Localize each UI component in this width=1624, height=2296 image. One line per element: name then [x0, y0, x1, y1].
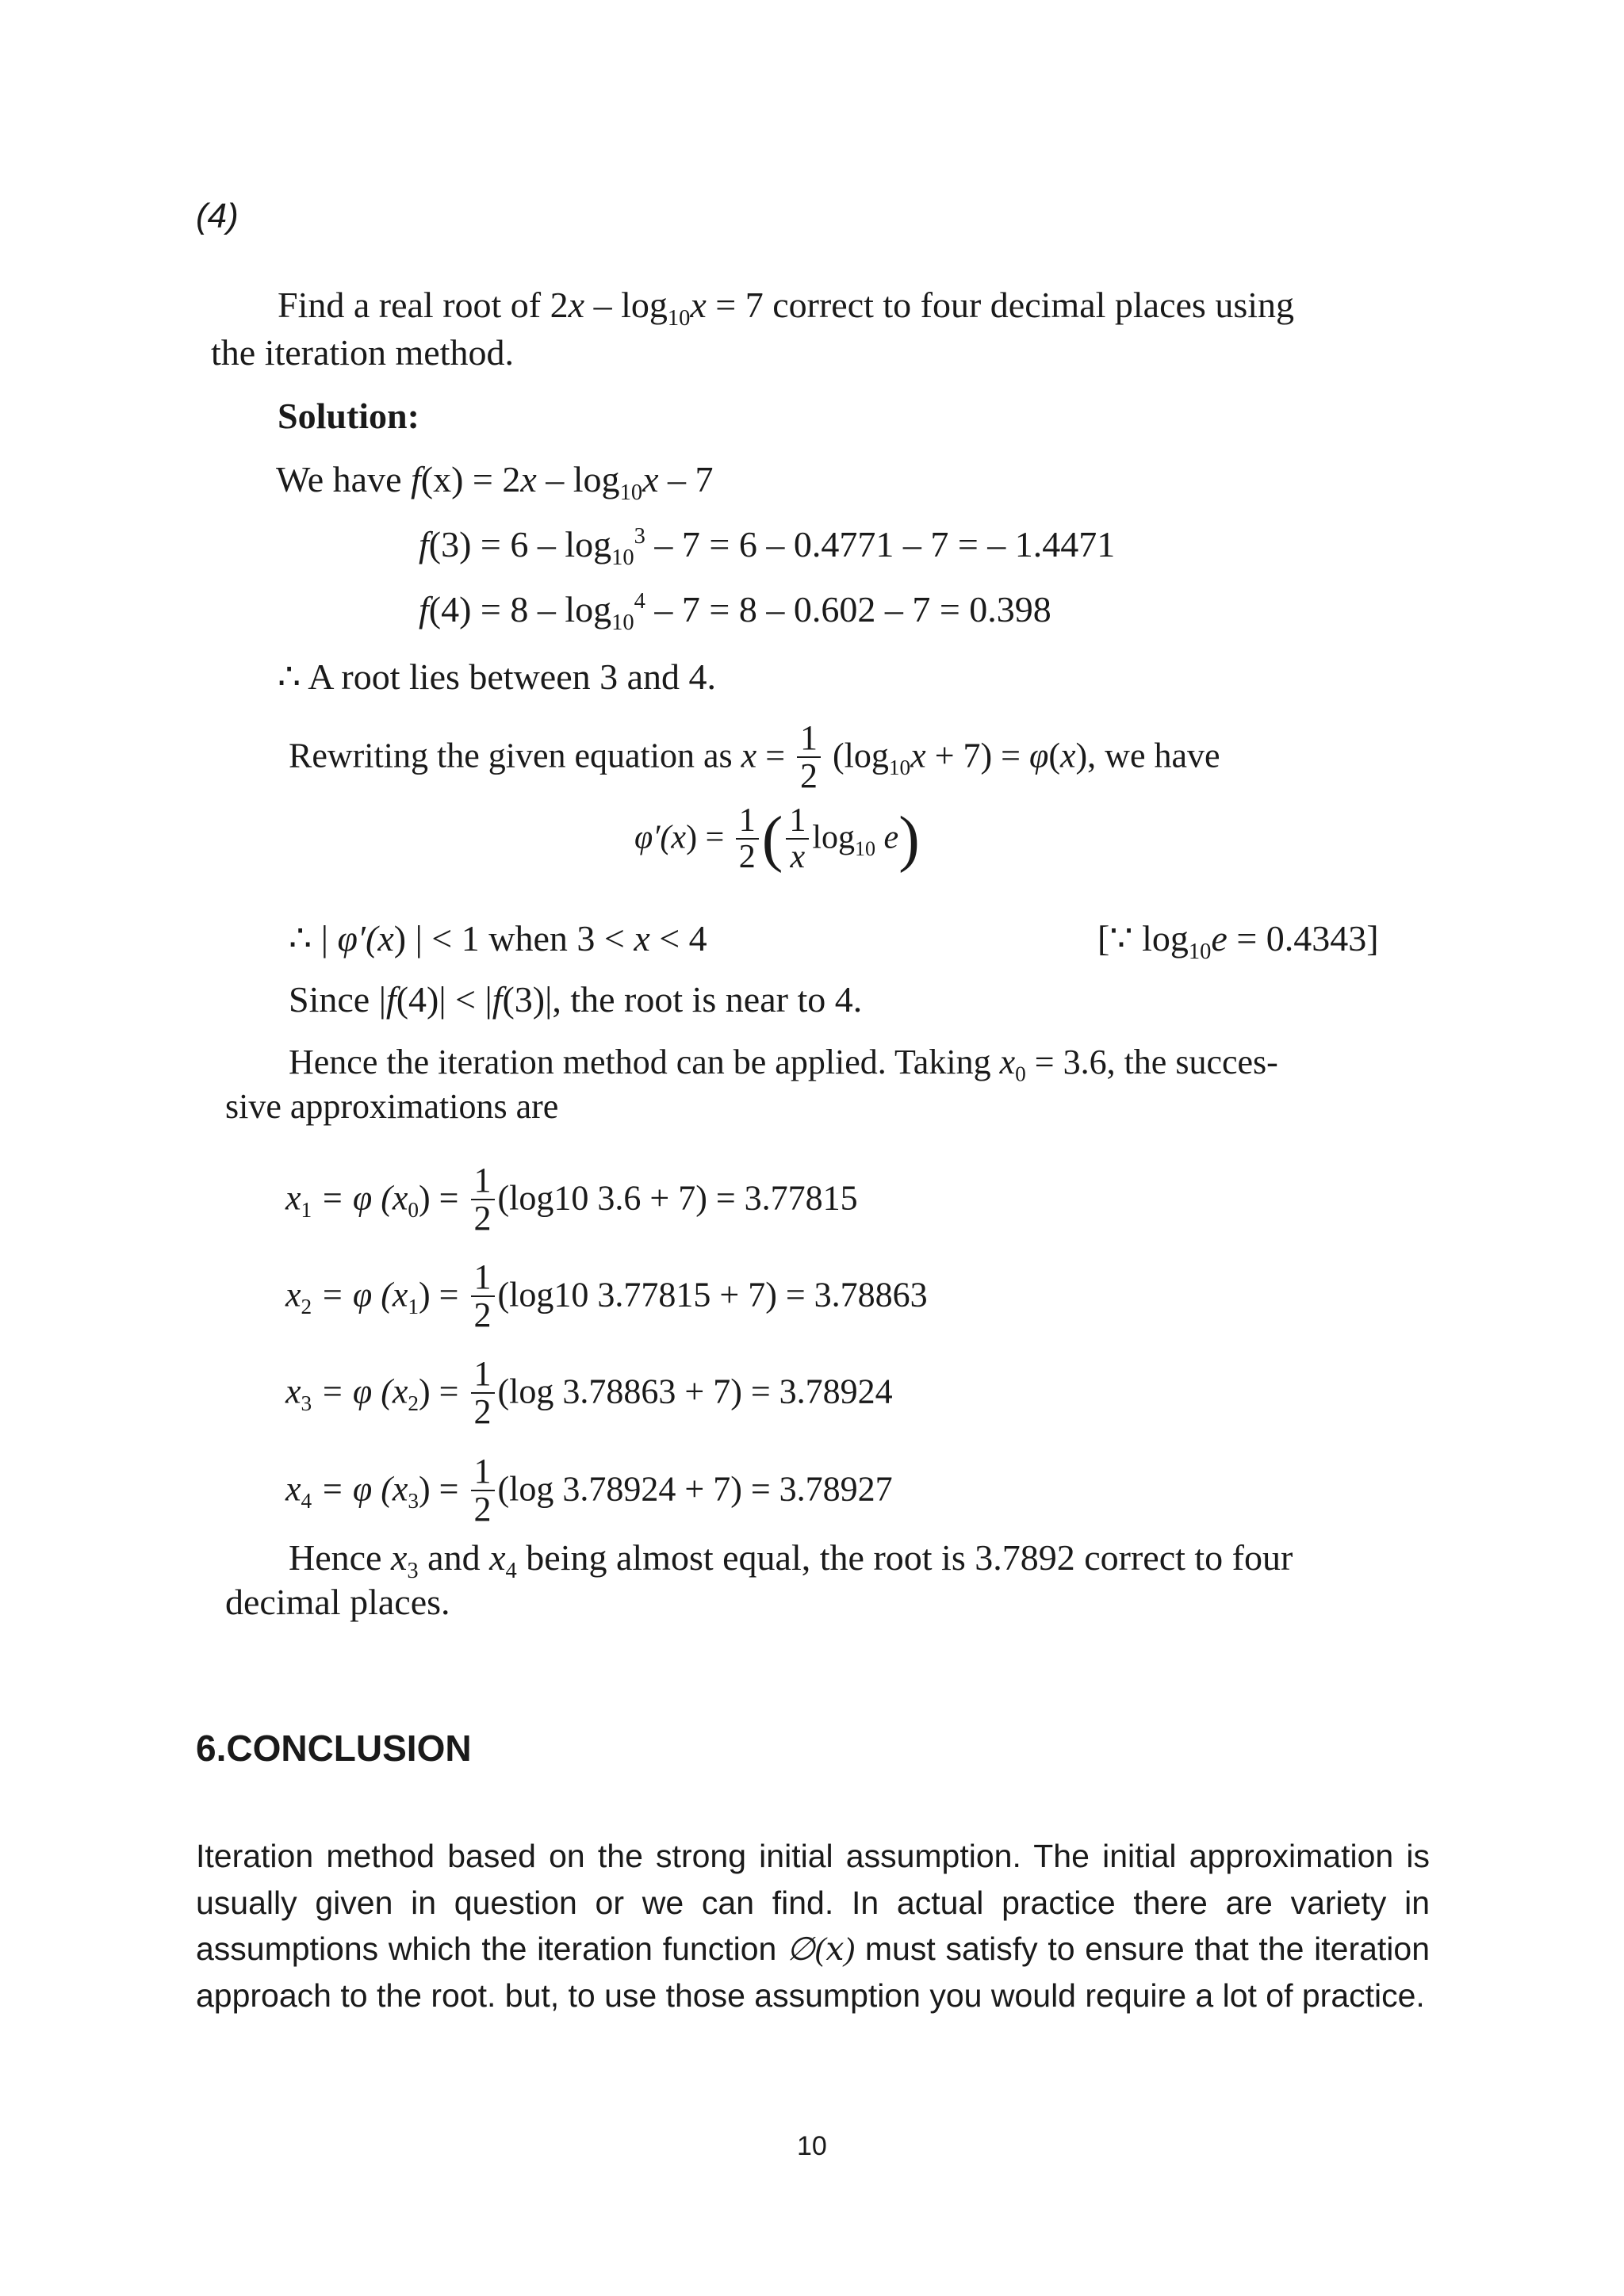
right-paren: )	[898, 804, 920, 874]
sub: 1	[408, 1294, 419, 1318]
sup: 3	[634, 523, 645, 549]
text: (4) = 8 – log	[428, 589, 612, 629]
func-f: f	[492, 979, 503, 1020]
fraction-one-over-x	[786, 803, 809, 874]
denominator: 2	[800, 756, 818, 795]
text: ) =	[419, 1178, 468, 1218]
numerator: 1	[471, 1356, 495, 1394]
problem-text: – log	[584, 285, 668, 325]
func-f: f	[419, 524, 429, 564]
numerator: 1	[471, 1259, 495, 1297]
iteration-row	[285, 1160, 858, 1238]
text: ) =	[419, 1372, 468, 1411]
problem-var: x	[568, 285, 585, 325]
var-x: x	[392, 1178, 408, 1218]
text: = 3.6, the succes-	[1025, 1043, 1278, 1081]
root-between-line: ∴ A root lies between 3 and 4.	[278, 656, 717, 697]
numerator: 1	[471, 1453, 495, 1491]
denominator: 2	[473, 1490, 492, 1529]
func-f: f	[385, 979, 396, 1020]
sub: 0	[408, 1197, 419, 1222]
text: = φ (	[312, 1178, 393, 1218]
text: (4)| < |	[396, 979, 492, 1020]
text: Hence the iteration method can be applied. Taking	[289, 1043, 1000, 1081]
rewriting-line	[289, 718, 1220, 796]
var-x: x	[285, 1469, 301, 1509]
text: (log	[824, 736, 889, 775]
var-x: x	[285, 1372, 301, 1411]
text: ) =	[686, 819, 733, 856]
text: Since |	[289, 979, 386, 1020]
text: ) | < 1 when 3 <	[393, 918, 634, 959]
text: ∴ |	[289, 918, 338, 959]
sub: 1	[301, 1197, 312, 1222]
text: and	[418, 1537, 490, 1578]
denominator: 2	[473, 1392, 492, 1431]
text: ) =	[419, 1469, 468, 1509]
sub: 10	[1188, 939, 1212, 964]
denominator: 2	[473, 1295, 492, 1334]
text: < 4	[649, 918, 707, 959]
var-x: x	[741, 736, 757, 775]
iteration-row	[285, 1451, 893, 1529]
numerator: 1	[736, 803, 759, 840]
fraction-half	[797, 720, 821, 794]
sub: 4	[505, 1558, 517, 1583]
var-x: x	[489, 1537, 506, 1578]
text: – log	[536, 459, 620, 499]
condition-line	[289, 916, 707, 959]
conclusion-heading: 6.CONCLUSION	[196, 1728, 472, 1769]
sub: 10	[611, 545, 634, 570]
final-line-1	[289, 1536, 1293, 1583]
func-f: f	[410, 459, 421, 499]
var-x: x	[392, 1469, 408, 1509]
var-x: x	[285, 1178, 301, 1218]
sub: 10	[888, 755, 911, 779]
var-x: x	[634, 918, 650, 959]
iteration-row	[285, 1353, 893, 1432]
text: + 7) =	[925, 736, 1029, 775]
fraction-half	[736, 803, 759, 874]
iteration-row	[285, 1257, 928, 1335]
sub: 3	[407, 1558, 419, 1583]
var-x: x	[392, 1275, 408, 1314]
text: (3) = 6 – log	[428, 524, 612, 564]
problem-line-1	[278, 284, 1295, 331]
iteration-function-symbol: ∅(𝑥)	[787, 1931, 856, 1967]
text: (3)|, the root is near to 4.	[502, 979, 863, 1020]
hence-iteration-line-1	[289, 1042, 1278, 1086]
text: ) =	[419, 1275, 468, 1314]
sub: 2	[301, 1294, 312, 1318]
sub: 10	[611, 610, 634, 635]
sub: 3	[408, 1488, 419, 1513]
var-x: x	[285, 1275, 301, 1314]
f3-line	[419, 523, 1116, 570]
phi-prime: φ′(	[337, 918, 378, 959]
numerator: 1	[786, 803, 809, 840]
text: (x)	[420, 459, 464, 499]
conclusion-text: must satisfy to ensure that the iteration approach to the root. but, to use those assumption you would require a lot of practice.	[196, 1931, 1431, 2014]
we-have-line	[276, 458, 714, 505]
example-number: (4)	[196, 197, 239, 235]
sub: 4	[301, 1488, 312, 1513]
fraction-half	[471, 1259, 495, 1334]
const-e: e	[875, 819, 899, 856]
text: Rewriting the given equation as	[289, 736, 741, 775]
sub: 10	[855, 836, 876, 860]
left-paren: (	[761, 804, 783, 874]
text: (log 3.78863 + 7) = 3.78924	[497, 1372, 893, 1411]
problem-text: = 7 correct to four decimal places using	[706, 285, 1295, 325]
var-x: x	[642, 459, 659, 499]
var-x: x	[910, 736, 926, 775]
text: ), we have	[1075, 736, 1220, 775]
var-x: x	[999, 1043, 1016, 1081]
var-x: x	[392, 1372, 408, 1411]
denominator: 2	[738, 839, 756, 875]
var-x: x	[520, 459, 537, 499]
text: – 7	[658, 459, 714, 499]
text: = 2	[463, 459, 521, 499]
text: = φ (	[312, 1469, 393, 1509]
var-x: x	[1059, 736, 1076, 775]
sub: 2	[408, 1391, 419, 1415]
text: = φ (	[312, 1275, 393, 1314]
text: – 7 = 6 – 0.4771 – 7 = – 1.4471	[645, 524, 1116, 564]
problem-var: x	[690, 285, 707, 325]
since-line	[289, 978, 862, 1020]
text: (	[1048, 736, 1060, 775]
const-e: e	[1211, 918, 1228, 959]
phi-prime: φ′(	[634, 819, 672, 856]
sub: 10	[619, 480, 643, 505]
sup: 4	[634, 588, 645, 614]
text: We have	[276, 459, 411, 499]
solution-heading: Solution:	[278, 396, 419, 436]
fraction-half	[471, 1453, 495, 1528]
var-x: x	[377, 918, 394, 959]
numerator: 1	[797, 720, 821, 758]
conclusion-body	[196, 1833, 1430, 2019]
func-f: f	[419, 589, 429, 629]
sub: 0	[1015, 1062, 1026, 1086]
conclusion-text: Iteration method based on the strong initial assumption. The initial approximation is usually given in question or we can find. In actual practice there are variety in assumptions which the iteration function	[196, 1838, 1430, 1967]
text: = 0.4343]	[1227, 918, 1379, 959]
derivative-line	[634, 802, 920, 876]
text: – 7 = 8 – 0.602 – 7 = 0.398	[645, 589, 1051, 629]
text: being almost equal, the root is 3.7892 correct to four	[516, 1537, 1293, 1578]
text: (log10 3.77815 + 7) = 3.78863	[497, 1275, 928, 1314]
text: = φ (	[312, 1372, 393, 1411]
fraction-half	[471, 1353, 495, 1431]
problem-line-2: the iteration method.	[211, 332, 514, 373]
text: =	[756, 736, 795, 775]
text: Hence	[289, 1537, 391, 1578]
problem-sub: 10	[667, 305, 691, 331]
text: (log 3.78924 + 7) = 3.78927	[497, 1469, 893, 1509]
condition-note	[1097, 916, 1379, 964]
phi: φ	[1028, 736, 1049, 775]
var-x: x	[671, 819, 687, 856]
f4-line	[419, 588, 1051, 635]
text: log	[812, 819, 856, 856]
denominator: 2	[473, 1199, 492, 1238]
text: (log10 3.6 + 7) = 3.77815	[497, 1178, 858, 1218]
fraction-half	[471, 1162, 495, 1237]
var-x: x	[390, 1537, 408, 1578]
numerator: 1	[471, 1162, 495, 1200]
denominator: x	[790, 839, 806, 875]
final-line-2: decimal places.	[225, 1582, 450, 1622]
page-number: 10	[797, 2131, 827, 2161]
problem-text: Find a real root of 2	[278, 285, 569, 325]
text: [∵ log	[1097, 918, 1189, 959]
hence-iteration-line-2: sive approximations are	[225, 1087, 559, 1126]
sub: 3	[301, 1391, 312, 1415]
